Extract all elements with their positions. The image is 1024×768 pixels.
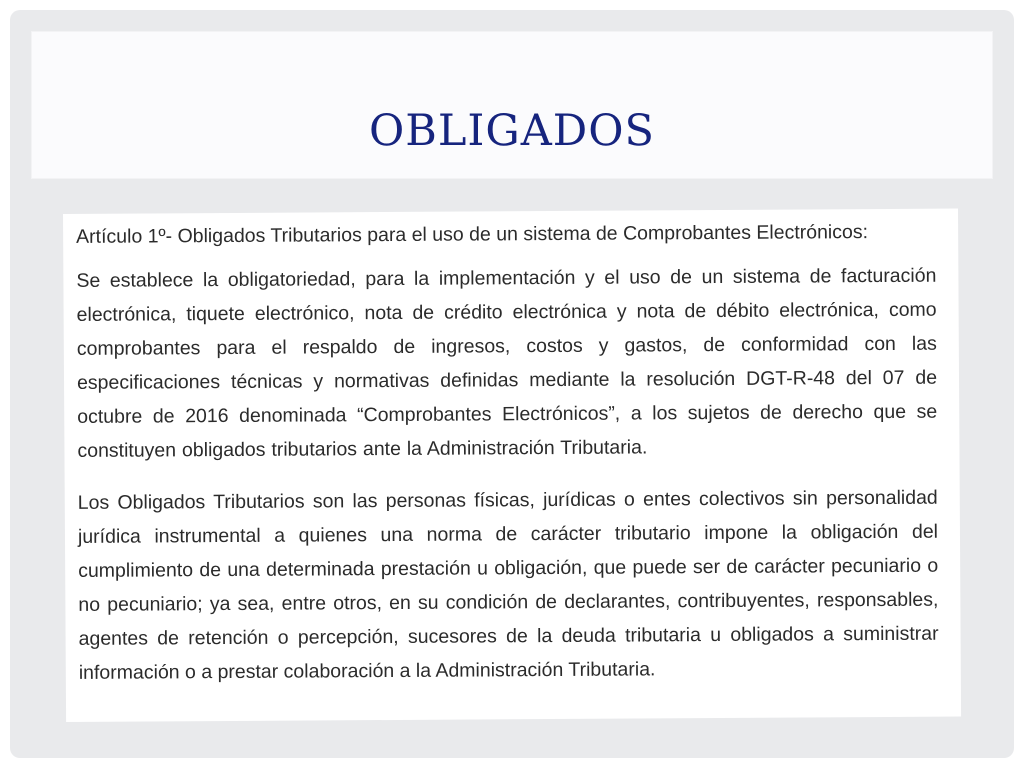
page-title: OBLIGADOS [369, 106, 655, 156]
paragraph-obligation: Se establece la obligatoriedad, para la implementación y el uso de un sistema de facturación electrónica, tiquete electrónico, nota de crédito electrónica y nota de débito electrónica, como comprobantes para el respaldo de ingresos, costos y gastos, de conformidad con las especificaciones técnicas y normativas definidas mediante la resolución DGT-R-48 del 07 de octubre de 2016 denominada “Comprobantes Electrónicos”, a los sujetos de derecho que se constituyen obligados tributarios ante la Administración Tributaria. [76, 264, 938, 462]
article-heading: Artículo 1º- Obligados Tributarios para el uso de un sistema de Comprobantes Electrónicos: [76, 221, 869, 248]
title-box [32, 32, 992, 178]
paragraph-definition: Los Obligados Tributarios son las personas físicas, jurídicas o entes colectivos sin personalidad jurídica instrumental a quienes una norma de carácter tributario impone la obligación del cumplimiento de una determinada prestación u obligación, que puede ser de carácter pecuniario o no pecuniario; ya sea, entre otros, en su condición de declarantes, contribuyentes, responsables, agentes de retención o percepción, sucesores de la deuda tributaria u obligados a suministrar información o a prestar colaboración a la Administración Tributaria. [77, 486, 939, 684]
document-image [63, 209, 961, 722]
